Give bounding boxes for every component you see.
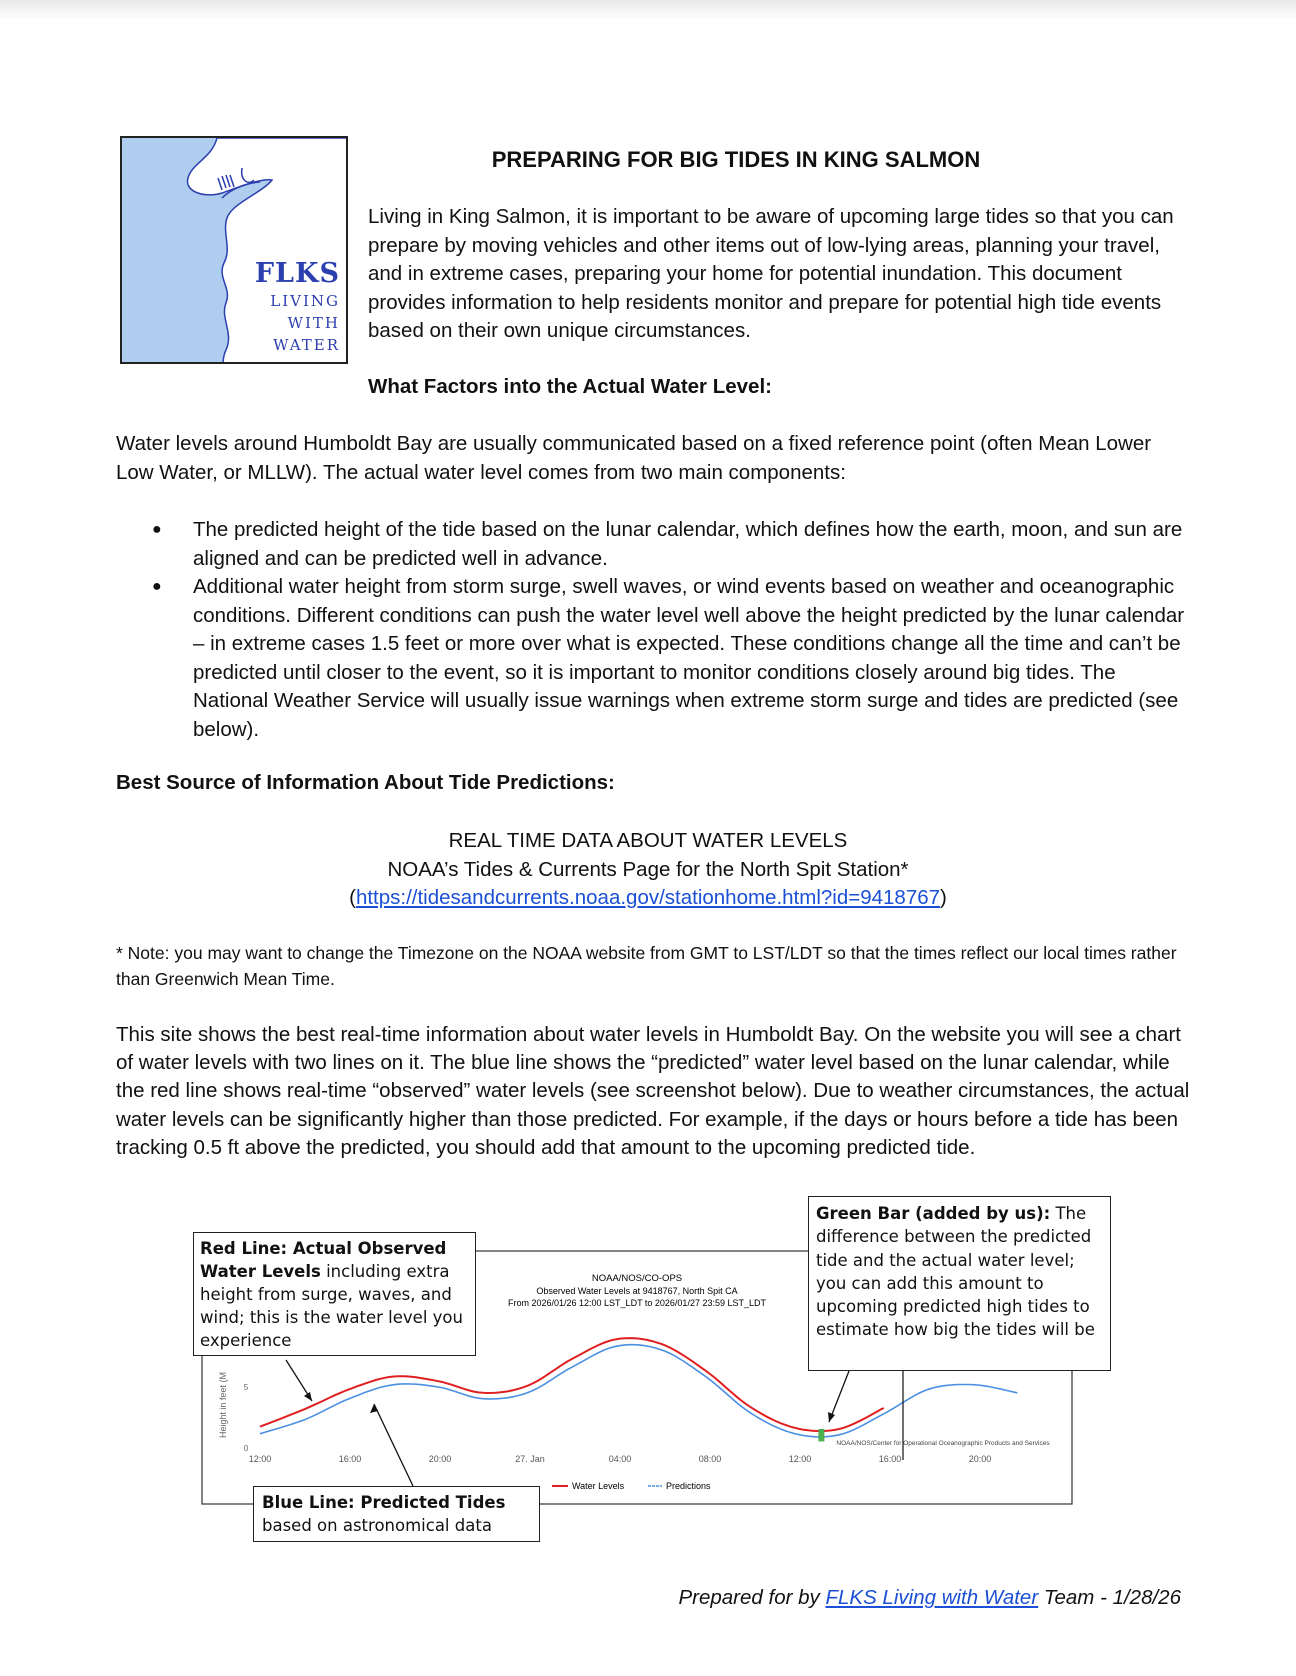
- site-paragraph: This site shows the best real-time information about water levels in Humboldt Bay. On the website you will see a chart of water levels with two lines on it. The blue line shows the “predicted” water level based on the lunar calendar, while the red line shows real-time “observed” water levels (see screenshot below). Due to weather circumstances, the actual water levels can be significantly higher than those predicted. For example, if the days or hours before a tide has been tracking 0.5 ft above the predicted, you should add that amount to the upcoming predicted tide.: [116, 1023, 1190, 1159]
- best-source-heading: Best Source of Information About Tide Predictions:: [116, 771, 615, 794]
- realtime-title: REAL TIME DATA ABOUT WATER LEVELS: [448, 829, 848, 852]
- intro-paragraph: Living in King Salmon, it is important to be aware of upcoming large tides so that you can prepare by moving vehicles and other items out of low-lying areas, planning your travel, and in extreme cases, preparing your home for potential inundation. This document provides information to help residents monitor and prepare for potential high tide events based on their own unique circumstances.: [368, 205, 1174, 342]
- link-open-paren: (: [349, 886, 356, 909]
- x-tick-label: 04:00: [608, 1454, 632, 1464]
- x-tick-label: 12:00: [248, 1454, 272, 1464]
- green-bar-callout: [808, 1196, 1111, 1371]
- x-tick-labels: [249, 1454, 992, 1464]
- y-tick-label: 0: [243, 1444, 249, 1453]
- difference-green-bar: [818, 1429, 824, 1441]
- footer-team-link[interactable]: FLKS Living with Water: [825, 1586, 1039, 1609]
- logo-line-living: LIVING: [270, 292, 340, 310]
- footer-suffix: Team - 1/28/26: [1038, 1586, 1181, 1609]
- chart-y-label: Height in feet (M: [218, 1371, 228, 1438]
- flks-logo: [120, 136, 348, 364]
- x-tick-label: 16:00: [878, 1454, 902, 1464]
- logo-line-water: WATER: [273, 336, 340, 354]
- logo-line-flks: FLKS: [254, 258, 340, 289]
- noaa-link-line: [116, 884, 1180, 913]
- list-item: [116, 516, 1196, 573]
- realtime-data-block: [116, 827, 1180, 913]
- green-callout-body: The difference between the predicted tide and the actual water level; you can add this amount to upcoming predicted high tides to estimate how big the tides will be: [816, 1204, 1095, 1340]
- x-tick-label: 16:00: [338, 1454, 362, 1464]
- x-tick-label: 08:00: [698, 1454, 722, 1464]
- x-tick-label: 20:00: [428, 1454, 452, 1464]
- bullet-icon: ●: [152, 521, 162, 538]
- blue-callout-title: Blue Line: Predicted Tides: [262, 1493, 506, 1512]
- x-tick-label: 20:00: [968, 1454, 992, 1464]
- x-tick-label: 12:00: [788, 1454, 812, 1464]
- page-top-shadow: [0, 0, 1296, 20]
- realtime-subtitle: NOAA’s Tides & Currents Page for the North Spit Station*: [387, 857, 909, 881]
- red-callout-title: Red Line: Actual Observed Water Levels: [200, 1239, 447, 1281]
- logo-line-with: WITH: [287, 314, 340, 332]
- x-tick-label: 27. Jan: [515, 1454, 545, 1464]
- green-callout-title: Green Bar (added by us):: [816, 1204, 1051, 1223]
- factors-paragraph: Water levels around Humboldt Bay are usually communicated based on a fixed reference point (often Mean Lower Low Water, or MLLW). The actual water level comes from two main components:: [116, 432, 1152, 484]
- y-tick-label: 5: [243, 1383, 249, 1392]
- red-line-callout: [193, 1232, 476, 1356]
- blue-line-callout: [253, 1486, 540, 1542]
- bullet-icon: ●: [152, 578, 162, 595]
- legend-water-levels-label: Water Levels: [572, 1481, 625, 1491]
- bullet-text: Additional water height from storm surge, swell waves, or wind events based on weather and oceanographic conditions. Different conditions can push the water level well above the height predicted by the lunar calendar – in extreme cases 1.5 feet or more over what is expected. These conditions change all the time and can’t be predicted until closer to the event, so it is important to monitor conditions closely around big tides. The National Weather Service will usually issue warnings when extreme storm surge and tides are predicted (see below).: [193, 575, 1185, 741]
- factors-bullet-list: [116, 516, 1196, 744]
- chart-header-line1: NOAA/NOS/CO-OPS: [591, 1273, 683, 1284]
- red-callout-body: including extra height from surge, waves, and wind; this is the water level you experience: [200, 1262, 463, 1350]
- chart-header-line3: From 2026/01/26 12:00 LST_LDT to 2026/01/27 23:59 LST_LDT: [507, 1298, 767, 1308]
- logo-wordmark: [255, 258, 340, 356]
- bullet-text: The predicted height of the tide based on the lunar calendar, which defines how the earth, moon, and sun are aligned and can be predicted well in advance.: [193, 518, 1183, 570]
- noaa-station-link[interactable]: https://tidesandcurrents.noaa.gov/stationhome.html?id=9418767: [355, 886, 941, 909]
- document-title: PREPARING FOR BIG TIDES IN KING SALMON: [491, 147, 981, 172]
- timezone-note: * Note: you may want to change the Timezone on the NOAA website from GMT to LST/LDT so that the times reflect our local times rather than Greenwich Mean Time.: [116, 943, 1177, 989]
- legend-predictions-label: Predictions: [666, 1481, 711, 1491]
- footer-credit: [656, 1586, 1181, 1610]
- footer-prefix: Prepared for by: [678, 1586, 826, 1609]
- chart-credit: NOAA/NOS/Center for Operational Oceanographic Products and Services: [836, 1440, 1050, 1447]
- factors-heading: What Factors into the Actual Water Level:: [368, 375, 772, 398]
- list-item: [116, 573, 1196, 744]
- blue-callout-body: based on astronomical data: [262, 1516, 492, 1535]
- link-close-paren: ): [940, 886, 947, 909]
- chart-header-line2: Observed Water Levels at 9418767, North Spit CA: [536, 1286, 738, 1296]
